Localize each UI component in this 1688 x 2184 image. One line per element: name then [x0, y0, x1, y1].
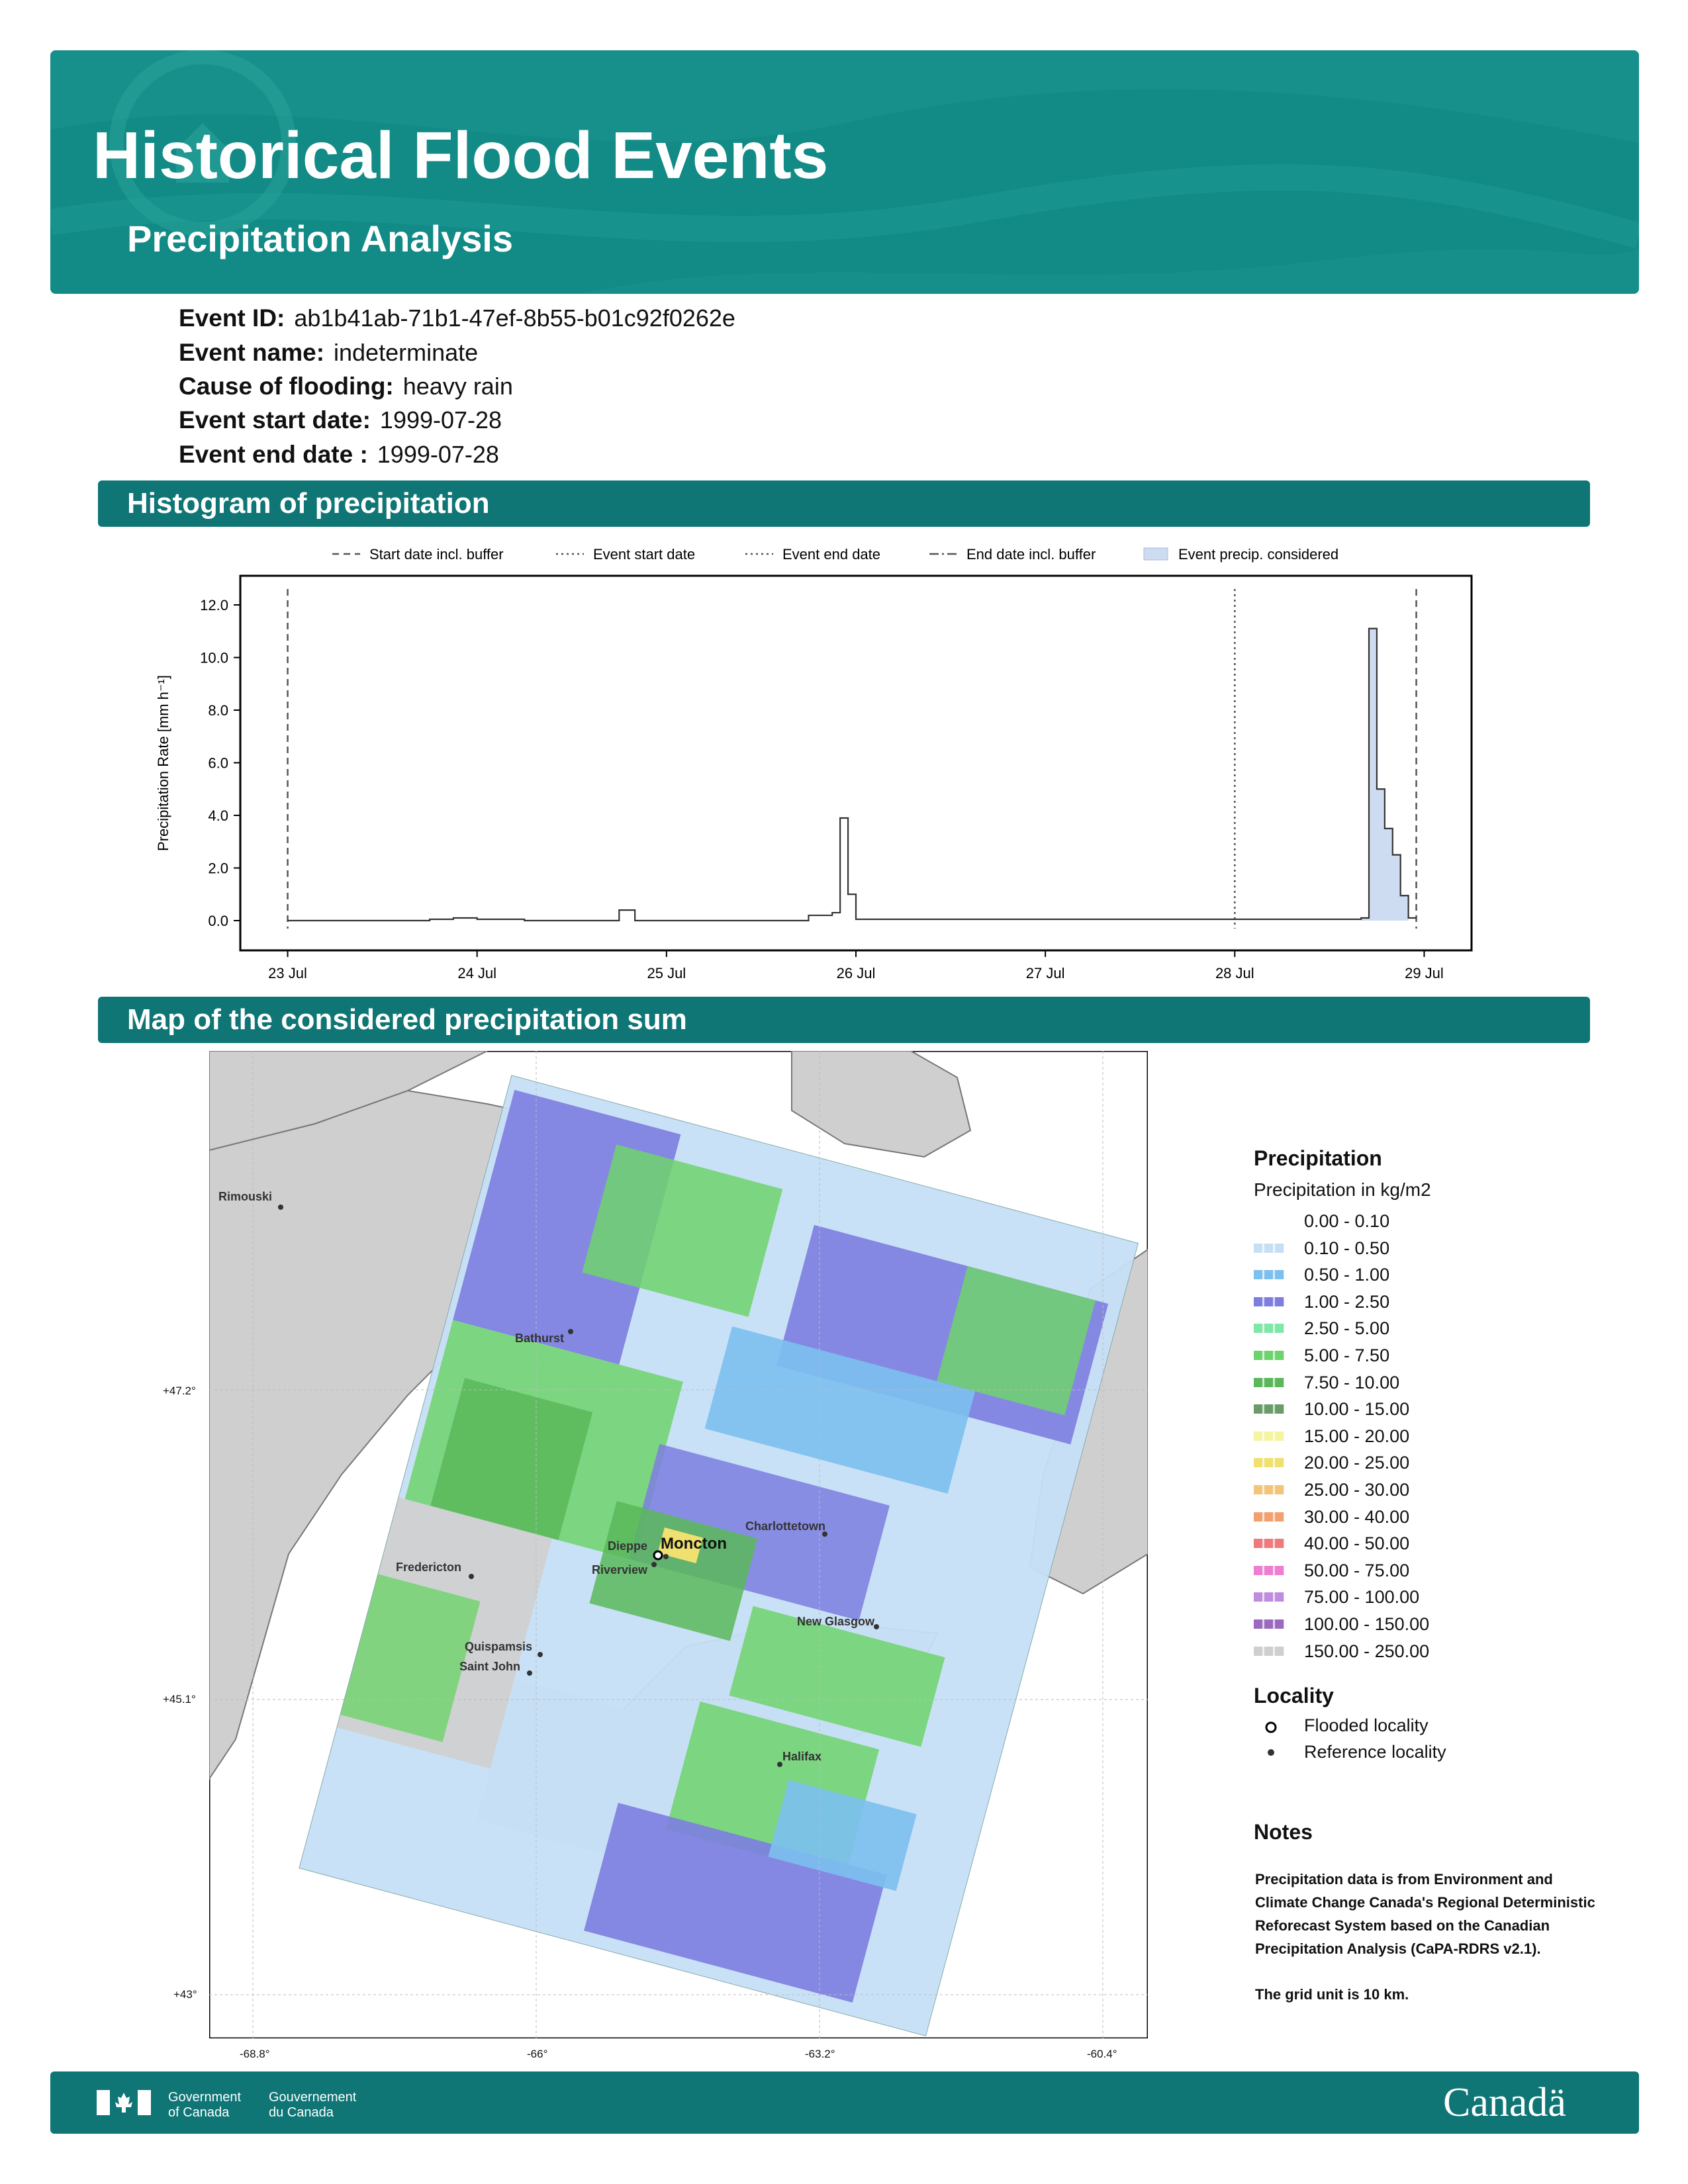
legend-entry-label: End date incl. buffer: [966, 546, 1096, 563]
y-tick-label: 4.0: [208, 807, 228, 824]
y-tick-label: 6.0: [208, 754, 228, 772]
legend-reference: Reference locality: [1304, 1742, 1446, 1762]
gov-fr: [269, 2090, 356, 2120]
x-tick-label: 29 Jul: [1405, 965, 1444, 981]
legend-class-label: 0.10 - 0.50: [1304, 1238, 1390, 1258]
place-halifax: Halifax: [782, 1750, 822, 1763]
y-tick-label: 8.0: [208, 702, 228, 719]
event-id-row: [179, 304, 735, 332]
legend-class-swatch: [1254, 1216, 1284, 1226]
legend-locality-title: Locality: [1254, 1684, 1334, 1707]
event-end-row: [179, 441, 499, 469]
place-quispamsis: Quispamsis: [465, 1640, 533, 1653]
canada-wordmark: Canadä: [1443, 2080, 1566, 2125]
legend-precip-unit: Precipitation in kg/m2: [1254, 1179, 1431, 1200]
vline-layer: [288, 589, 1417, 929]
legend-class-label: 0.00 - 0.10: [1304, 1211, 1390, 1231]
legend-class-swatch: [1254, 1539, 1284, 1548]
lat-tick-1: +47.2°: [163, 1385, 196, 1397]
legend-class-swatch: [1254, 1432, 1284, 1441]
event-cause-label: Cause of flooding:: [179, 373, 394, 400]
lon-tick-3: -63.2°: [805, 2048, 835, 2060]
legend-class-label: 30.00 - 40.00: [1304, 1506, 1410, 1527]
legend-class-label: 50.00 - 75.00: [1304, 1560, 1410, 1580]
y-axis-label: Precipitation Rate [mm h⁻¹]: [155, 675, 171, 851]
legend-class-label: 150.00 - 250.00: [1304, 1641, 1430, 1661]
y-tick-label: 2.0: [208, 860, 228, 877]
gov-en: [168, 2090, 241, 2120]
gov-fr-line2: du Canada: [269, 2105, 334, 2120]
y-axis-ticks: [200, 597, 240, 929]
gov-en-line1: Government: [168, 2090, 242, 2105]
y-tick-label: 12.0: [200, 597, 228, 614]
event-start-label: Event start date:: [179, 406, 371, 433]
gov-fr-line1: Gouvernement: [269, 2090, 357, 2105]
legend-class-swatch: [1254, 1378, 1284, 1387]
notes-block: [1255, 1868, 1599, 2006]
legend-class-swatch: [1254, 1351, 1284, 1360]
legend-class-label: 15.00 - 20.00: [1304, 1426, 1410, 1446]
notes-text: Precipitation data is from Environment and Climate Change Canada's Regional Deterministic Reforecast System based on the Canadian Precipitation Analysis (CaPA-RDRS v2.1).: [1255, 1871, 1595, 1957]
event-name-value: indeterminate: [334, 339, 479, 366]
section-map: Map of the considered precipitation sum: [98, 997, 1590, 1043]
canada-flag-icon: [97, 2090, 151, 2115]
precip-map: [209, 1051, 1148, 2038]
legend-entry-label: Start date incl. buffer: [369, 546, 504, 563]
legend-class-swatch: [1254, 1592, 1284, 1602]
event-id-value: ab1b41ab-71b1-47ef-8b55-b01c92f0262e: [294, 304, 735, 332]
locality-markers: [1263, 1719, 1279, 1759]
lon-tick-1: -68.8°: [240, 2048, 270, 2060]
legend-class-label: 40.00 - 50.00: [1304, 1533, 1410, 1554]
event-name-row: [179, 339, 478, 367]
legend-entry-label: Event precip. considered: [1178, 546, 1339, 563]
legend-class-label: 2.50 - 5.00: [1304, 1318, 1390, 1339]
page-title: Historical Flood Events: [93, 118, 829, 193]
legend-class-swatch: [1254, 1270, 1284, 1279]
place-saint-john: Saint John: [459, 1660, 521, 1673]
legend-class-label: 5.00 - 7.50: [1304, 1345, 1390, 1365]
legend-flooded: Flooded locality: [1304, 1715, 1429, 1735]
gov-en-line2: of Canada: [168, 2105, 230, 2120]
chart-legend: [332, 546, 1338, 563]
event-start-row: [179, 406, 502, 434]
precip-step-line: [288, 629, 1417, 921]
legend-class-label: 20.00 - 25.00: [1304, 1453, 1410, 1473]
lat-tick-3: +43°: [173, 1988, 197, 2001]
place-fredericton: Fredericton: [396, 1561, 462, 1574]
y-tick-label: 0.0: [208, 913, 228, 929]
legend-class-label: 100.00 - 150.00: [1304, 1614, 1430, 1634]
legend-class-swatch: [1254, 1647, 1284, 1656]
place-dieppe: Dieppe: [608, 1539, 648, 1553]
legend-class-label: 10.00 - 15.00: [1304, 1399, 1410, 1420]
event-cause-row: [179, 373, 513, 400]
event-name-label: Event name:: [179, 339, 325, 366]
considered-area-layer: [1361, 629, 1409, 921]
x-tick-label: 25 Jul: [647, 965, 686, 981]
x-tick-label: 26 Jul: [836, 965, 876, 981]
x-tick-label: 27 Jul: [1025, 965, 1065, 981]
reference-marker-icon: [1268, 1749, 1274, 1756]
legend-class-swatch: [1254, 1458, 1284, 1467]
legend-class-label: 0.50 - 1.00: [1304, 1265, 1390, 1285]
legend-entry-label: Event end date: [782, 546, 881, 563]
place-riverview: Riverview: [592, 1563, 648, 1576]
legend-class-label: 25.00 - 30.00: [1304, 1480, 1410, 1500]
x-tick-label: 24 Jul: [457, 965, 497, 981]
legend-class-label: 1.00 - 2.50: [1304, 1291, 1390, 1312]
place-rimouski: Rimouski: [218, 1190, 273, 1203]
event-end-value: 1999-07-28: [377, 441, 499, 468]
legend-class-label: 75.00 - 100.00: [1304, 1587, 1420, 1608]
legend-patch-swatch: [1144, 548, 1168, 560]
place-bathurst: Bathurst: [515, 1332, 565, 1345]
place-new-glasgow: New Glasgow: [797, 1615, 875, 1628]
lon-tick-4: -60.4°: [1087, 2048, 1117, 2060]
lat-tick-2: +45.1°: [163, 1693, 196, 1706]
legend-class-swatch: [1254, 1619, 1284, 1629]
flooded-marker-icon: [1266, 1723, 1276, 1732]
legend-class-swatch: [1254, 1512, 1284, 1522]
legend-class-swatch: [1254, 1404, 1284, 1414]
event-cause-value: heavy rain: [402, 373, 513, 400]
event-end-label: Event end date :: [179, 441, 368, 468]
histogram-chart: [146, 535, 1549, 991]
notes-grid: The grid unit is 10 km.: [1255, 1986, 1409, 2003]
page-subtitle: Precipitation Analysis: [127, 218, 513, 259]
legend-class-swatch: [1254, 1485, 1284, 1494]
x-axis-ticks: [268, 950, 1444, 981]
y-tick-label: 10.0: [200, 649, 228, 666]
place-moncton: Moncton: [661, 1535, 727, 1553]
considered-precip-area: [1361, 629, 1409, 921]
legend-notes-title: Notes: [1254, 1820, 1313, 1844]
event-start-value: 1999-07-28: [379, 406, 502, 433]
legend-class-swatch: [1254, 1297, 1284, 1306]
legend-class-swatch: [1254, 1566, 1284, 1575]
lon-tick-2: -66°: [527, 2048, 548, 2060]
x-tick-label: 23 Jul: [268, 965, 307, 981]
legend-class-swatch: [1254, 1324, 1284, 1333]
section-histogram: Histogram of precipitation: [98, 480, 1590, 527]
legend-class-label: 7.50 - 10.00: [1304, 1372, 1400, 1392]
legend-class-swatch: [1254, 1244, 1284, 1253]
series-layer: [288, 629, 1417, 921]
place-charlottetown: Charlottetown: [745, 1520, 825, 1533]
x-tick-label: 28 Jul: [1215, 965, 1254, 981]
event-id-label: Event ID:: [179, 304, 285, 332]
legend-precip-title: Precipitation: [1254, 1146, 1382, 1170]
legend-entry-label: Event start date: [593, 546, 696, 563]
